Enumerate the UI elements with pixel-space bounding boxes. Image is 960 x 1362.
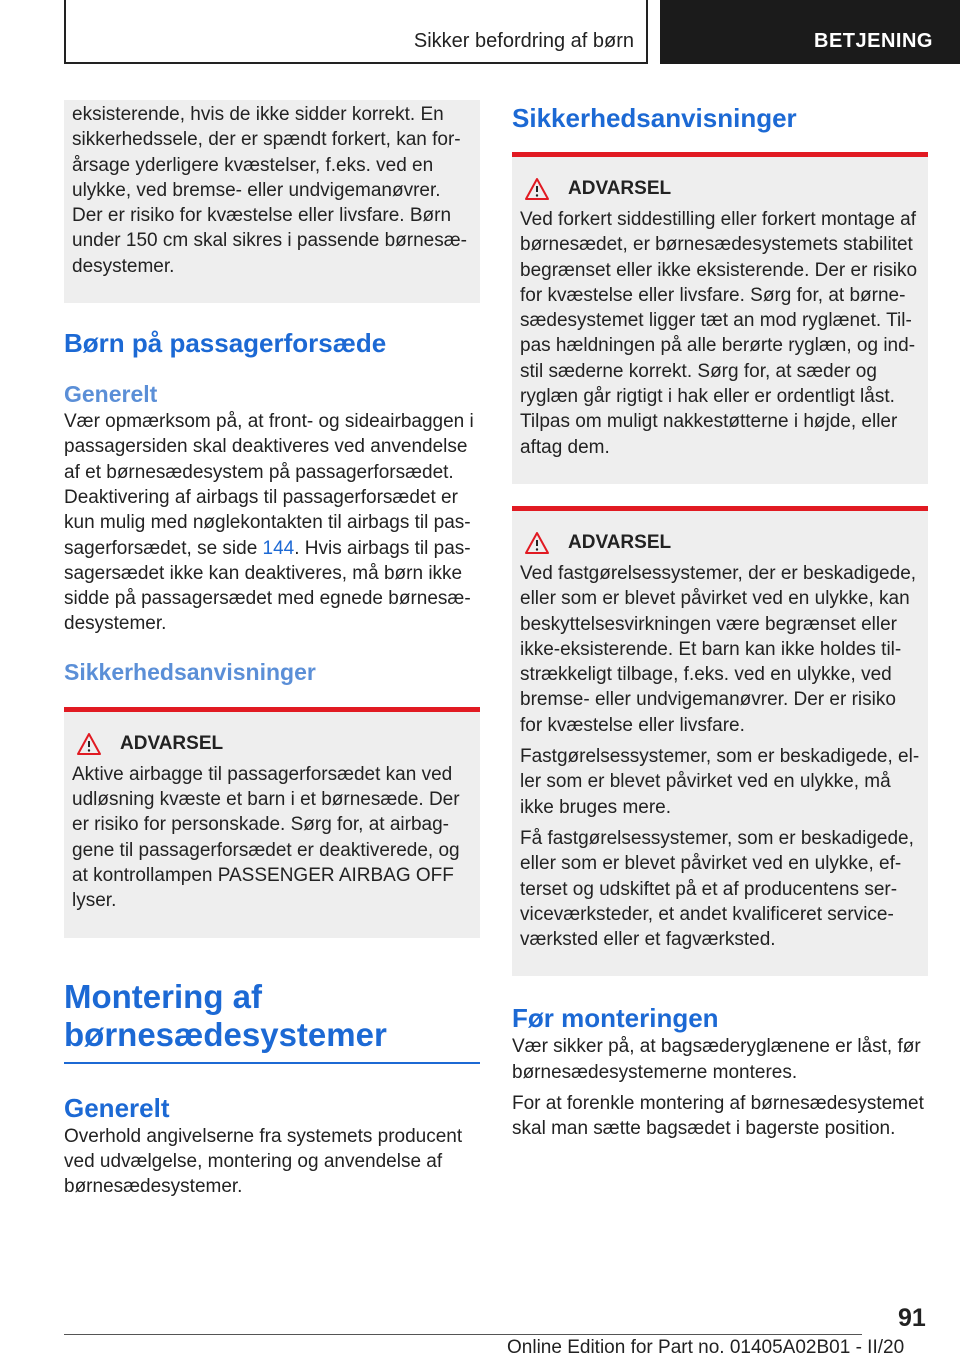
header-section-title — [64, 0, 648, 64]
warning-box-seat-position — [512, 152, 928, 484]
continued-warning-text: eksisterende, hvis de ikke sidder korrekt. En sikkerhedssele, der er spændt forkert, kan forårsage yderligere kvæstelser, f.eks. ved en ulykke, ved bremse- eller undvigemanøvrer. Der er risiko for kvæstelse eller livsfare. Børn under 150 cm skal sikres i passende børnesædesystemer. — [72, 104, 467, 277]
section-title: Sikker befordring af børn — [413, 30, 634, 52]
heading-safety-2: Sikkerhedsanvisninger — [512, 103, 797, 133]
heading-general-2: Generelt — [64, 1092, 170, 1123]
warning-text-fastening-2: Fastgørelsessystemer, som er beskadigede, eller som er blevet påvirket ved en ulykke, må ikke bruges mere. — [520, 746, 920, 818]
warning-label: ADVARSEL — [568, 178, 672, 199]
warning-triangle-icon — [524, 531, 550, 555]
heading-mounting: Montering af børnesædesystemer — [64, 978, 480, 1064]
heading-passenger-seat: Børn på passagerforsæde — [64, 328, 387, 359]
paragraph-before-2: For at forenkle montering af børnesædesystemet skal man sætte bagsædet i bagerste position. — [512, 1093, 924, 1140]
header-chapter-tab — [660, 0, 960, 64]
warning-text-fastening-1: Ved fastgørelsessystemer, der er beskadigede, eller som er blevet påvirket ved en ulykke, kan beskyttelsesvirkningen være begrænset eller ikke-eksisterende. Et barn kan ikke holdes tilstrækkeligt tilbage, f.eks. ved en ulykke, ved bremse- eller undvigemanøvrer. Der er risiko for kvæstelse eller livsfare. — [520, 562, 917, 736]
paragraph-general-1-a: Vær opmærksom på, at front- og sideairbaggen i passagersiden skal deaktiveres ved anvendelse af et børnesædesystem på passagerforsædet. Deaktivering af airbags til passagerforsædet er kun mulig med nøglekontakten til airbags til passagerforsædet, se side — [64, 411, 474, 559]
warning-label: ADVARSEL — [568, 531, 672, 553]
warning-text-fastening-3: Få fastgørelsessystemer, som er beskadigede, eller som er blevet påvirket ved en ulykke, efterset og udskiftet på et af producentens serviceværksteder, et andet kvalificeret serviceværksted eller et fagværksted. — [520, 827, 914, 951]
paragraph-general-2: Overhold angivelserne fra systemets producent ved udvælgelse, montering og anvendelse af børnesædesystemer. — [64, 1125, 463, 1198]
heading-safety-1: Sikkerhedsanvisninger — [64, 658, 316, 685]
page-number: 91 — [898, 1304, 926, 1332]
warning-text-seat-position: Ved forkert siddestilling eller forkert montage af børnesædet, er børnesædesystemets stabilitet begrænset eller ikke eksisterende. Der er risiko for kvæstelse eller livsfare. Sørg for, at børnesædesystemet ligger tæt an mod ryglænet. Tilpas hældningen på alle berørte ryglæn, og indstil sæderne korrekt. Sørg for, at sæder og ryglæn går rigtigt i hak eller er ordentligt låst. Tilpas om muligt nakkestøtterne i højde, eller aftag dem. — [520, 209, 918, 458]
warning-triangle-icon — [76, 732, 102, 756]
heading-general-1: Generelt — [64, 381, 158, 408]
warning-label: ADVARSEL — [120, 732, 224, 754]
left-column — [64, 100, 480, 1205]
warning-box-fastening — [512, 506, 928, 976]
warning-header — [72, 720, 472, 762]
warning-triangle-icon — [524, 177, 550, 201]
continued-warning-box — [64, 100, 480, 303]
page-reference-link[interactable]: 144 — [262, 537, 295, 559]
right-column — [512, 100, 928, 1148]
warning-header — [520, 519, 920, 561]
warning-text-airbag: Aktive airbagge til passagerforsædet kan ved udløsning kvæste et barn i et børnesæde. Der er risiko for personskade. Sørg for, at airbaggene til passagerforsædet er deaktiverede, og at kontrollampen PASSENGER AIRBAG OFF lyser. — [72, 763, 460, 912]
footer-divider — [64, 1334, 862, 1335]
footer-edition: Online Edition for Part no. 01405A02B01 - II/20 — [507, 1337, 905, 1358]
warning-box-airbag — [64, 707, 480, 938]
paragraph-general-1 — [64, 409, 480, 637]
chapter-title: BETJENING — [814, 30, 933, 52]
paragraph-general-1-b: . Hvis airbags til passagersædet ikke kan deaktiveres, må børn ikke sidde på passagersædet med egnede børnesædesystemer. — [64, 537, 471, 635]
warning-header — [520, 165, 920, 207]
heading-before-mounting: Før monteringen — [512, 1003, 719, 1034]
paragraph-before-1: Vær sikker på, at bagsæderyglænene er låst, før børnesædesystemerne monteres. — [512, 1036, 921, 1083]
